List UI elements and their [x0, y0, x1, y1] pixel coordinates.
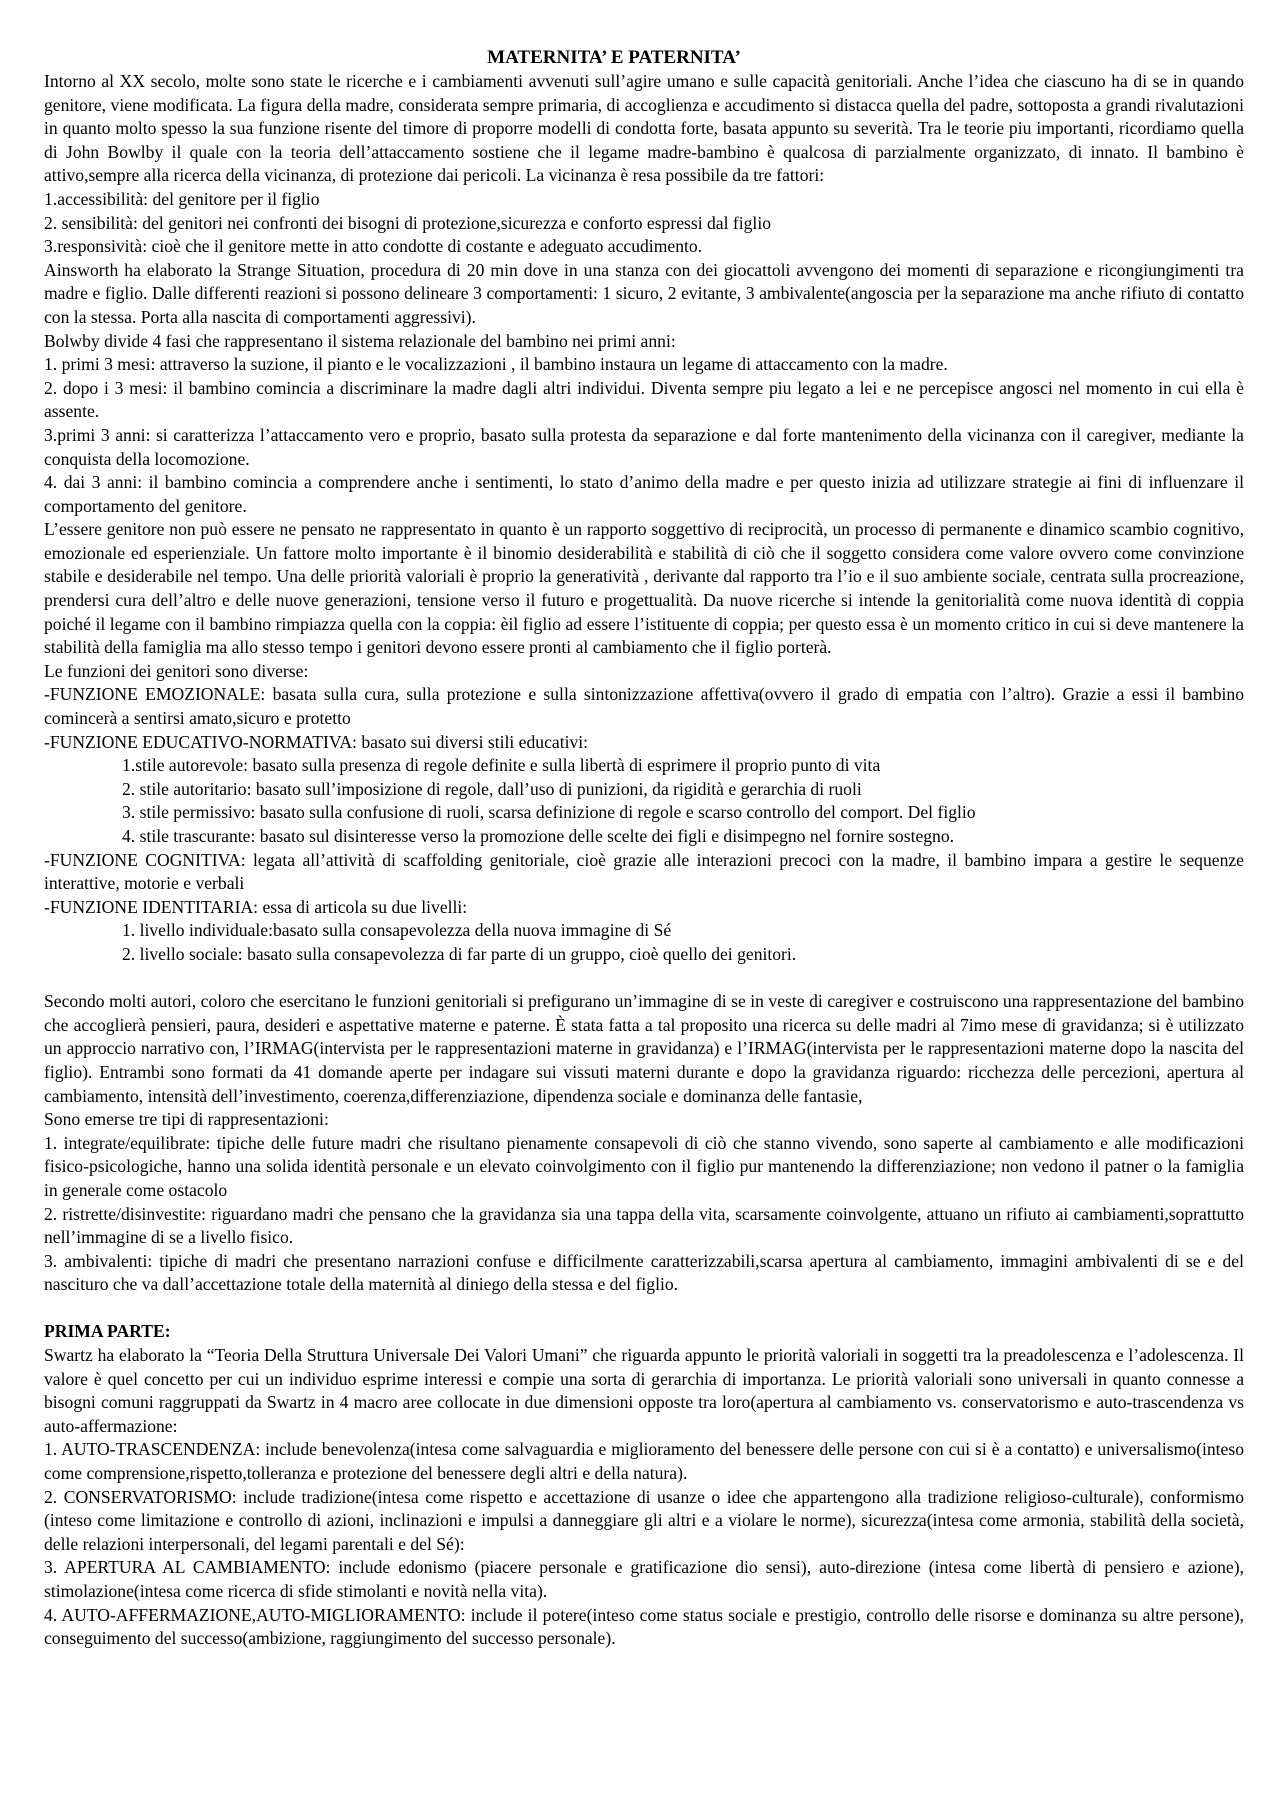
educational-styles-list [44, 754, 1244, 848]
paragraph: L’essere genitore non può essere ne pensato ne rappresentato in quanto è un rapporto soggettivo di reciprocità, un processo di permanente e dinamico scambio cognitivo, emozionale ed esperienziale. Un fattore molto importante è il binomio desiderabilità e stabilità di ciò che il soggetto considera come valore ovvero come convinzione stabile e desiderabile nel tempo. Una delle priorità valoriali è proprio la generatività , derivante dal rapporto tra l’io e il suo ambiente sociale, centrata sulla procreazione, prendersi cura dell’altro e delle nuove generazioni, tensione verso il futuro e progettualità. Da nuove ricerche si intende la genitorialità come nuova identità di coppia poiché il legame con il bambino rimpiazza quella con la coppia: èil figlio ad essere l’istituente di coppia; per questo essa è un momento critico in cui si deve mantenere la stabilità della famiglia ma allo stesso tempo i genitori devono essere pronti al cambiamento che il figlio porterà. [44, 519, 1244, 658]
list-item: 1. integrate/equilibrate: tipiche delle future madri che risultano pienamente consapevoli di ciò che stanno vivendo, sono saperte al cambiamento e alle modificazioni fisico-psicologiche, hanno una solida identità personale e un elevato coinvolgimento con il figlio pur mantenendo la differenziazione; non vedono il patner o la famiglia in generale come ostacolo [44, 1132, 1244, 1200]
list-item: 3.primi 3 anni: si caratterizza l’attaccamento vero e proprio, basato sulla protesta da separazione e dal forte mantenimento della vicinanza con il caregiver, mediante la conquista della locomozione. [44, 424, 1244, 469]
spacer [44, 1297, 1244, 1321]
section-values [44, 1344, 1244, 1651]
paragraph: Ainsworth ha elaborato la Strange Situation, procedura di 20 min dove in una stanza con dei giocattoli avvengono dei momenti di separazione e ricongiungimenti tra madre e figlio. Dalle differenti reazioni si possono delineare 3 comportamenti: 1 sicuro, 2 evitante, 3 ambivalente(angoscia per la separazione ma anche rifiuto di contatto con la stessa. Porta alla nascita di comportamenti aggressivi). [44, 259, 1244, 327]
list-item: 1.stile autorevole: basato sulla presenza di regole definite e sulla libertà di esprimere il proprio punto di vita [122, 755, 881, 776]
list-item: 1. AUTO-TRASCENDENZA: include benevolenza(intesa come salvaguardia e miglioramento del benessere delle persone con cui si è a contatto) e universalismo(inteso come comprensione,rispetto,tolleranza e protezione del benessere degli altri e della natura). [44, 1439, 1244, 1484]
identity-levels-list [44, 919, 1244, 966]
list-item: 2. livello sociale: basato sulla consapevolezza di far parte di un gruppo, cioè quello dei genitori. [122, 943, 797, 964]
list-item: 2. CONSERVATORISMO: include tradizione(intesa come rispetto e accettazione di usanze o idee che appartengono alla tradizione religioso-culturale), conformismo (inteso come limitazione e controllo di azioni, inclinazioni e impulsi a danneggiare gli altri e a violare le norme), sicurezza(intesa come armonia, stabilità della società, delle relazioni interpersonali, del legami parentali e del Sé): [44, 1486, 1244, 1554]
list-item: 2. stile autoritario: basato sull’imposizione di regole, dall’uso di punizioni, da rigidità e gerarchia di ruoli [122, 778, 862, 799]
paragraph: Secondo molti autori, coloro che esercitano le funzioni genitoriali si prefigurano un’immagine di se in veste di caregiver e costruiscono una rappresentazione del bambino che accoglierà pensieri, paura, desideri e aspettative materne e paterne. È stata fatta a tal proposito una ricerca su delle madri al 7imo mese di gravidanza; si è utilizzato un approccio narrativo con, l’IRMAG(intervista per le rappresentazioni materne in gravidanza) e l’IRMAG(intervista per le rappresentazioni materne dopo la nascita del figlio). Entrambi sono formati da 41 domande aperte per indagare sui vissuti materni durante e dopo la gravidanza riguardo: ricchezza delle percezioni, apertura al cambiamento, intensità dell’investimento, coerenza,differenziazione, dipendenza sociale e dominanza delle fantasie, [44, 991, 1244, 1106]
paragraph: Intorno al XX secolo, molte sono state le ricerche e i cambiamenti avvenuti sull’agire umano e sulle capacità genitoriali. Anche l’idea che ciascuno ha di se in quando genitore, viene modificata. La figura della madre, considerata sempre primaria, di accoglienza e accudimento si distacca quella del padre, sottoposta a grandi rivalutazioni in quanto molto spesso la sua funzione risente del timore di proporre modelli di condotta forte, basata appunto su severità. Tra le teorie piu importanti, ricordiamo quella di John Bowlby il quale con la teoria dell’attaccamento sostiene che il legame madre-bambino è qualcosa di parzialmente organizzato, di innato. Il bambino è attivo,sempre alla ricerca della vicinanza, di protezione dai pericoli. La vicinanza è resa possibile da tre fattori: [44, 71, 1244, 186]
list-item: 1. livello individuale:basato sulla consapevolezza della nuova immagine di Sé [122, 920, 672, 941]
section-functions [44, 849, 1244, 920]
section-heading: PRIMA PARTE: [44, 1321, 171, 1342]
document-page [44, 46, 1244, 1651]
paragraph: Sono emerse tre tipi di rappresentazioni: [44, 1109, 329, 1130]
spacer [44, 967, 1244, 991]
paragraph: Le funzioni dei genitori sono diverse: [44, 660, 309, 681]
list-item: 2. sensibilità: del genitori nei confronti dei bisogni di protezione,sicurezza e conforto espressi dal figlio [44, 212, 772, 233]
paragraph: -FUNZIONE EMOZIONALE: basata sulla cura, sulla protezione e sulla sintonizzazione affettiva(ovvero il grado di empatia con l’altro). Grazie a essi il bambino comincerà a sentirsi amato,sicuro e protetto [44, 684, 1244, 729]
section-intro [44, 70, 1244, 754]
page-title: MATERNITA’ E PATERNITA’ [487, 47, 741, 68]
list-item: 3. ambivalenti: tipiche di madri che presentano narrazioni confuse e difficilmente caratterizzabili,scarsa apertura al cambiamento, immagini ambivalenti di se e del nascituro che va dall’accettazione totale della maternità al diniego della stessa e del figlio. [44, 1250, 1244, 1295]
list-item: 4. stile trascurante: basato sul disinteresse verso la promozione delle scelte dei figli e disimpegno nel fornire sostegno. [122, 826, 955, 846]
list-item: 2. ristrette/disinvestite: riguardano madri che pensano che la gravidanza sia una tappa della vita, scarsamente coinvolgente, attuano un rifiuto ai cambiamenti,soprattutto nell’immagine di se a livello fisico. [44, 1203, 1244, 1248]
paragraph: Bolwby divide 4 fasi che rappresentano il sistema relazionale del bambino nei primi anni: [44, 330, 676, 351]
list-item: 1.accessibilità: del genitore per il figlio [44, 188, 320, 209]
list-item: 1. primi 3 mesi: attraverso la suzione, il pianto e le vocalizzazioni , il bambino instaura un legame di attaccamento con la madre. [44, 354, 948, 375]
list-item: 4. AUTO-AFFERMAZIONE,AUTO-MIGLIORAMENTO: include il potere(inteso come status sociale e prestigio, controllo delle risorse e dominanza su altre persone), conseguimento del successo(ambizione, raggiungimento del successo personale). [44, 1604, 1244, 1649]
list-item: 4. dai 3 anni: il bambino comincia a comprendere anche i sentimenti, lo stato d’animo della madre e per questo inizia ad utilizzare strategie ai fini di influenzare il comportamento del genitore. [44, 472, 1244, 516]
paragraph: -FUNZIONE EDUCATIVO-NORMATIVA: basato sui diversi stili educativi: [44, 731, 589, 752]
paragraph: -FUNZIONE COGNITIVA: legata all’attività di scaffolding genitoriale, cioè grazie alle interazioni precoci con la madre, il bambino impara a gestire le sequenze interattive, motorie e verbali [44, 849, 1244, 894]
paragraph: -FUNZIONE IDENTITARIA: essa di articola su due livelli: [44, 896, 468, 917]
section-representations [44, 990, 1244, 1297]
list-item: 3. stile permissivo: basato sulla confusione di ruoli, scarsa definizione di regole e scarso controllo del comport. Del figlio [122, 802, 976, 823]
paragraph: Swartz ha elaborato la “Teoria Della Struttura Universale Dei Valori Umani” che riguarda appunto le priorità valoriali in soggetti tra la preadolescenza e l’adolescenza. Il valore è quel concetto per cui un individuo esprime interessi e compie una sorta di gerarchia di importanza. Le priorità valoriali sono universali in quanto connesse a bisogni comuni raggruppati da Swartz in 4 macro aree collocate in due dimensioni opposte tra loro(apertura al cambiamento vs. conservatorismo e auto-trascendenza vs auto-affermazione: [44, 1345, 1244, 1436]
list-item: 3.responsività: cioè che il genitore mette in atto condotte di costante e adeguato accudimento. [44, 236, 703, 257]
list-item: 3. APERTURA AL CAMBIAMENTO: include edonismo (piacere personale e gratificazione dio sensi), auto-direzione (intesa come libertà di pensiero e azione), stimolazione(intesa come ricerca di sfide stimolanti e novità nella vita). [44, 1557, 1244, 1601]
list-item: 2. dopo i 3 mesi: il bambino comincia a discriminare la madre dagli altri individui. Diventa sempre piu legato a lei e ne percepisce angosci nel momento in cui ella è assente. [44, 377, 1244, 422]
